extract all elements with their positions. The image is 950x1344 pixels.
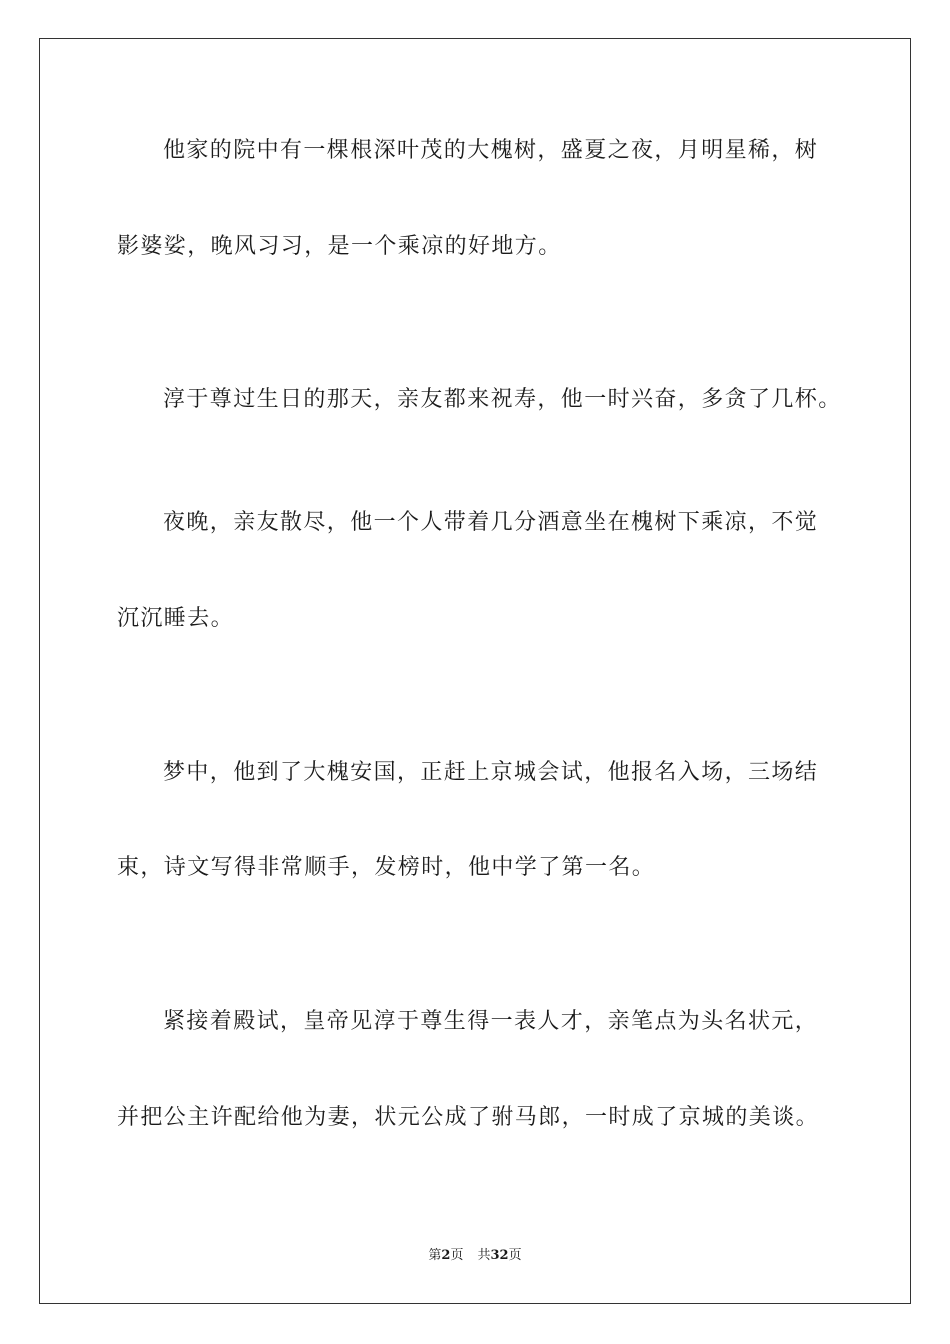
page-footer [0, 1247, 950, 1265]
paragraph-4-line-2: 束，诗文写得非常顺手，发榜时，他中学了第一名。 [117, 855, 656, 880]
paragraph-4-line-1: 梦中，他到了大槐安国，正赶上京城会试，他报名入场，三场结 [163, 760, 819, 785]
paragraph-1-line-2: 影婆娑，晚风习习，是一个乘凉的好地方。 [117, 234, 562, 259]
paragraph-2-line-1: 淳于尊过生日的那天，亲友都来祝寿，他一时兴奋，多贪了几杯。 [163, 387, 842, 412]
total-prefix: 共 [477, 1248, 491, 1263]
page-suffix: 页 [450, 1248, 464, 1263]
paragraph-1-line-1: 他家的院中有一棵根深叶茂的大槐树，盛夏之夜，月明星稀，树 [163, 138, 819, 163]
paragraph-3-line-2: 沉沉睡去。 [117, 606, 235, 631]
paragraph-3-line-1: 夜晚，亲友散尽，他一个人带着几分酒意坐在槐树下乘凉，不觉 [163, 510, 819, 535]
page-prefix: 第 [428, 1248, 442, 1263]
paragraph-5-line-2: 并把公主许配给他为妻，状元公成了驸马郎，一时成了京城的美谈。 [117, 1105, 820, 1130]
total-pages: 32 [490, 1248, 509, 1263]
total-suffix: 页 [508, 1248, 522, 1263]
page-number: 2 [441, 1248, 451, 1263]
paragraph-5-line-1: 紧接着殿试，皇帝见淳于尊生得一表人才，亲笔点为头名状元， [163, 1009, 819, 1034]
